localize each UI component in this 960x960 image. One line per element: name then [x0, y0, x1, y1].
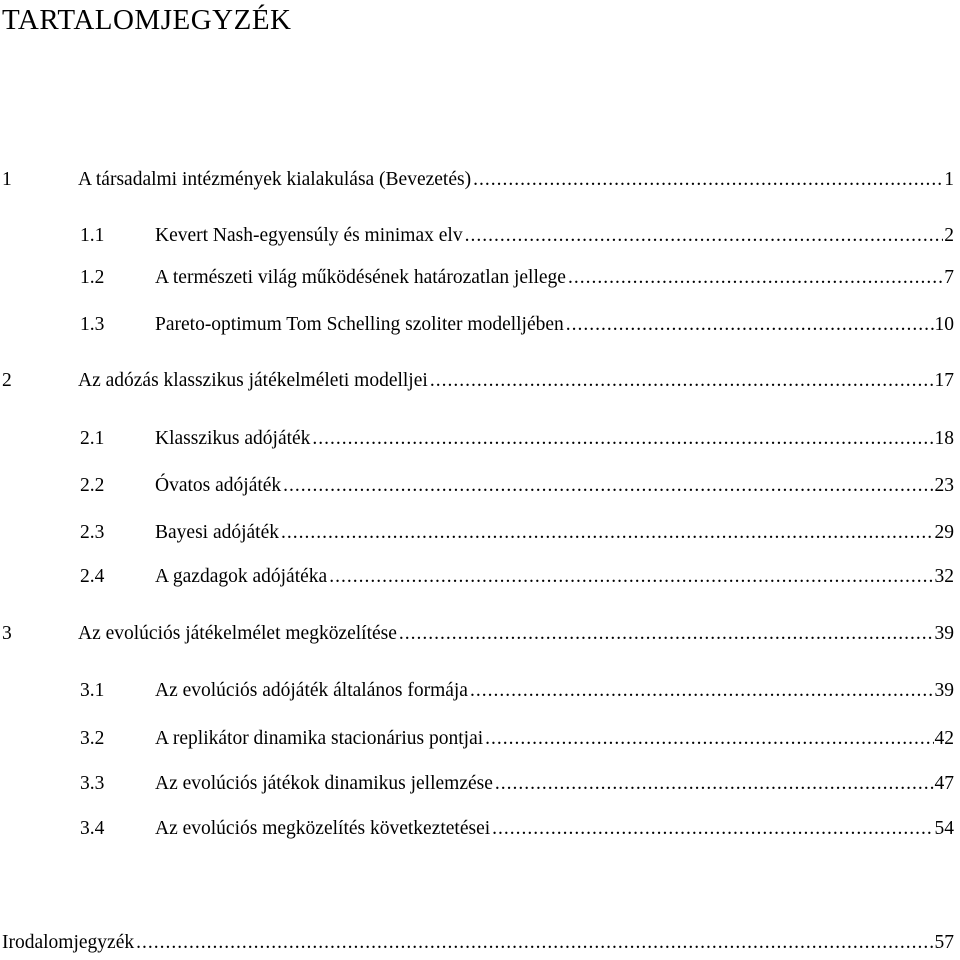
toc-entry-page: 7	[944, 267, 954, 288]
toc-entry-2-2[interactable]	[80, 472, 954, 500]
toc-entry-number: 1	[2, 169, 12, 190]
toc-entry-number: 2	[2, 370, 12, 391]
toc-entry-page: 18	[934, 428, 954, 449]
toc-entry-page: 17	[934, 370, 954, 391]
toc-entry-page: 1	[944, 169, 954, 190]
toc-entry-3-4[interactable]	[80, 815, 954, 843]
toc-dot-leader	[492, 815, 933, 843]
toc-entry-page: 29	[934, 522, 954, 543]
toc-entry-bibliography[interactable]	[2, 929, 954, 957]
toc-entry-page: 23	[934, 475, 954, 496]
toc-entry-title: Az adózás klasszikus játékelméleti modelljei	[78, 370, 428, 391]
toc-entry-number: 1.3	[80, 314, 105, 335]
toc-entry-title: A társadalmi intézmények kialakulása (Bevezetés)	[78, 169, 472, 190]
toc-entry-2-4[interactable]	[80, 563, 954, 591]
toc-entry-number: 1.2	[80, 267, 105, 288]
toc-entry-title: A gazdagok adójátéka	[155, 566, 328, 587]
toc-entry-3-2[interactable]	[80, 725, 954, 753]
toc-dot-leader	[136, 929, 933, 957]
toc-entry-page: 10	[934, 314, 954, 335]
toc-entry-number: 2.3	[80, 522, 105, 543]
toc-entry-number: 3.3	[80, 773, 105, 794]
toc-entry-1-2[interactable]	[80, 264, 954, 292]
toc-entry-1-1[interactable]	[80, 222, 954, 250]
toc-entry-3-1[interactable]	[80, 677, 954, 705]
toc-entry-title: Klasszikus adójáték	[155, 428, 311, 449]
toc-entry-number: 2.2	[80, 475, 105, 496]
toc-entry-1-3[interactable]	[80, 311, 954, 339]
toc-entry-page: 47	[934, 773, 954, 794]
toc-dot-leader	[465, 222, 944, 250]
toc-dot-leader	[566, 311, 934, 339]
toc-entry-page: 39	[934, 680, 954, 701]
toc-entry-2[interactable]	[2, 367, 954, 395]
toc-dot-leader	[283, 472, 933, 500]
toc-entry-page: 54	[934, 818, 954, 839]
toc-dot-leader	[473, 166, 943, 194]
toc-entry-title: Bayesi adójáték	[155, 522, 279, 543]
toc-entry-number: 3.2	[80, 728, 105, 749]
toc-entry-title: Az evolúciós játékok dinamikus jellemzése	[155, 773, 493, 794]
toc-entry-title: Az evolúciós játékelmélet megközelítése	[78, 623, 397, 644]
toc-entry-number: 3.1	[80, 680, 105, 701]
toc-entry-number: 2.4	[80, 566, 105, 587]
toc-entry-page: 32	[934, 566, 954, 587]
page-title: TARTALOMJEGYZÉK	[2, 4, 292, 36]
toc-entry-page: 42	[934, 728, 954, 749]
toc-entry-title: Kevert Nash-egyensúly és minimax elv	[155, 225, 463, 246]
toc-dot-leader	[281, 519, 934, 547]
toc-entry-page: 39	[934, 623, 954, 644]
toc-dot-leader	[485, 725, 933, 753]
toc-entry-title: Az evolúciós megközelítés következtetései	[155, 818, 491, 839]
toc-entry-page: 2	[944, 225, 954, 246]
toc-entry-number: 3.4	[80, 818, 105, 839]
toc-entry-title: A replikátor dinamika stacionárius pontjai	[155, 728, 484, 749]
toc-entry-title: A természeti világ működésének határozatlan jellege	[155, 267, 566, 288]
toc-entry-3-3[interactable]	[80, 770, 954, 798]
toc-entry-number: 1.1	[80, 225, 105, 246]
toc-entry-title: Óvatos adójáték	[155, 475, 282, 496]
toc-dot-leader	[495, 770, 934, 798]
toc-entry-number: 2.1	[80, 428, 105, 449]
toc-entry-page: 57	[934, 932, 954, 953]
toc-dot-leader	[329, 563, 933, 591]
toc-entry-title: Az evolúciós adójáték általános formája	[155, 680, 468, 701]
toc-entry-3[interactable]	[2, 620, 954, 648]
toc-dot-leader	[568, 264, 943, 292]
toc-entry-1[interactable]	[2, 166, 954, 194]
toc-entry-2-1[interactable]	[80, 425, 954, 453]
toc-entry-title: Pareto-optimum Tom Schelling szoliter modelljében	[155, 314, 564, 335]
toc-dot-leader	[399, 620, 934, 648]
toc-entry-number: 3	[2, 623, 12, 644]
toc-dot-leader	[430, 367, 934, 395]
toc-entry-2-3[interactable]	[80, 519, 954, 547]
toc-dot-leader	[312, 425, 933, 453]
toc-dot-leader	[470, 677, 934, 705]
toc-entry-title: Irodalomjegyzék	[2, 932, 135, 953]
